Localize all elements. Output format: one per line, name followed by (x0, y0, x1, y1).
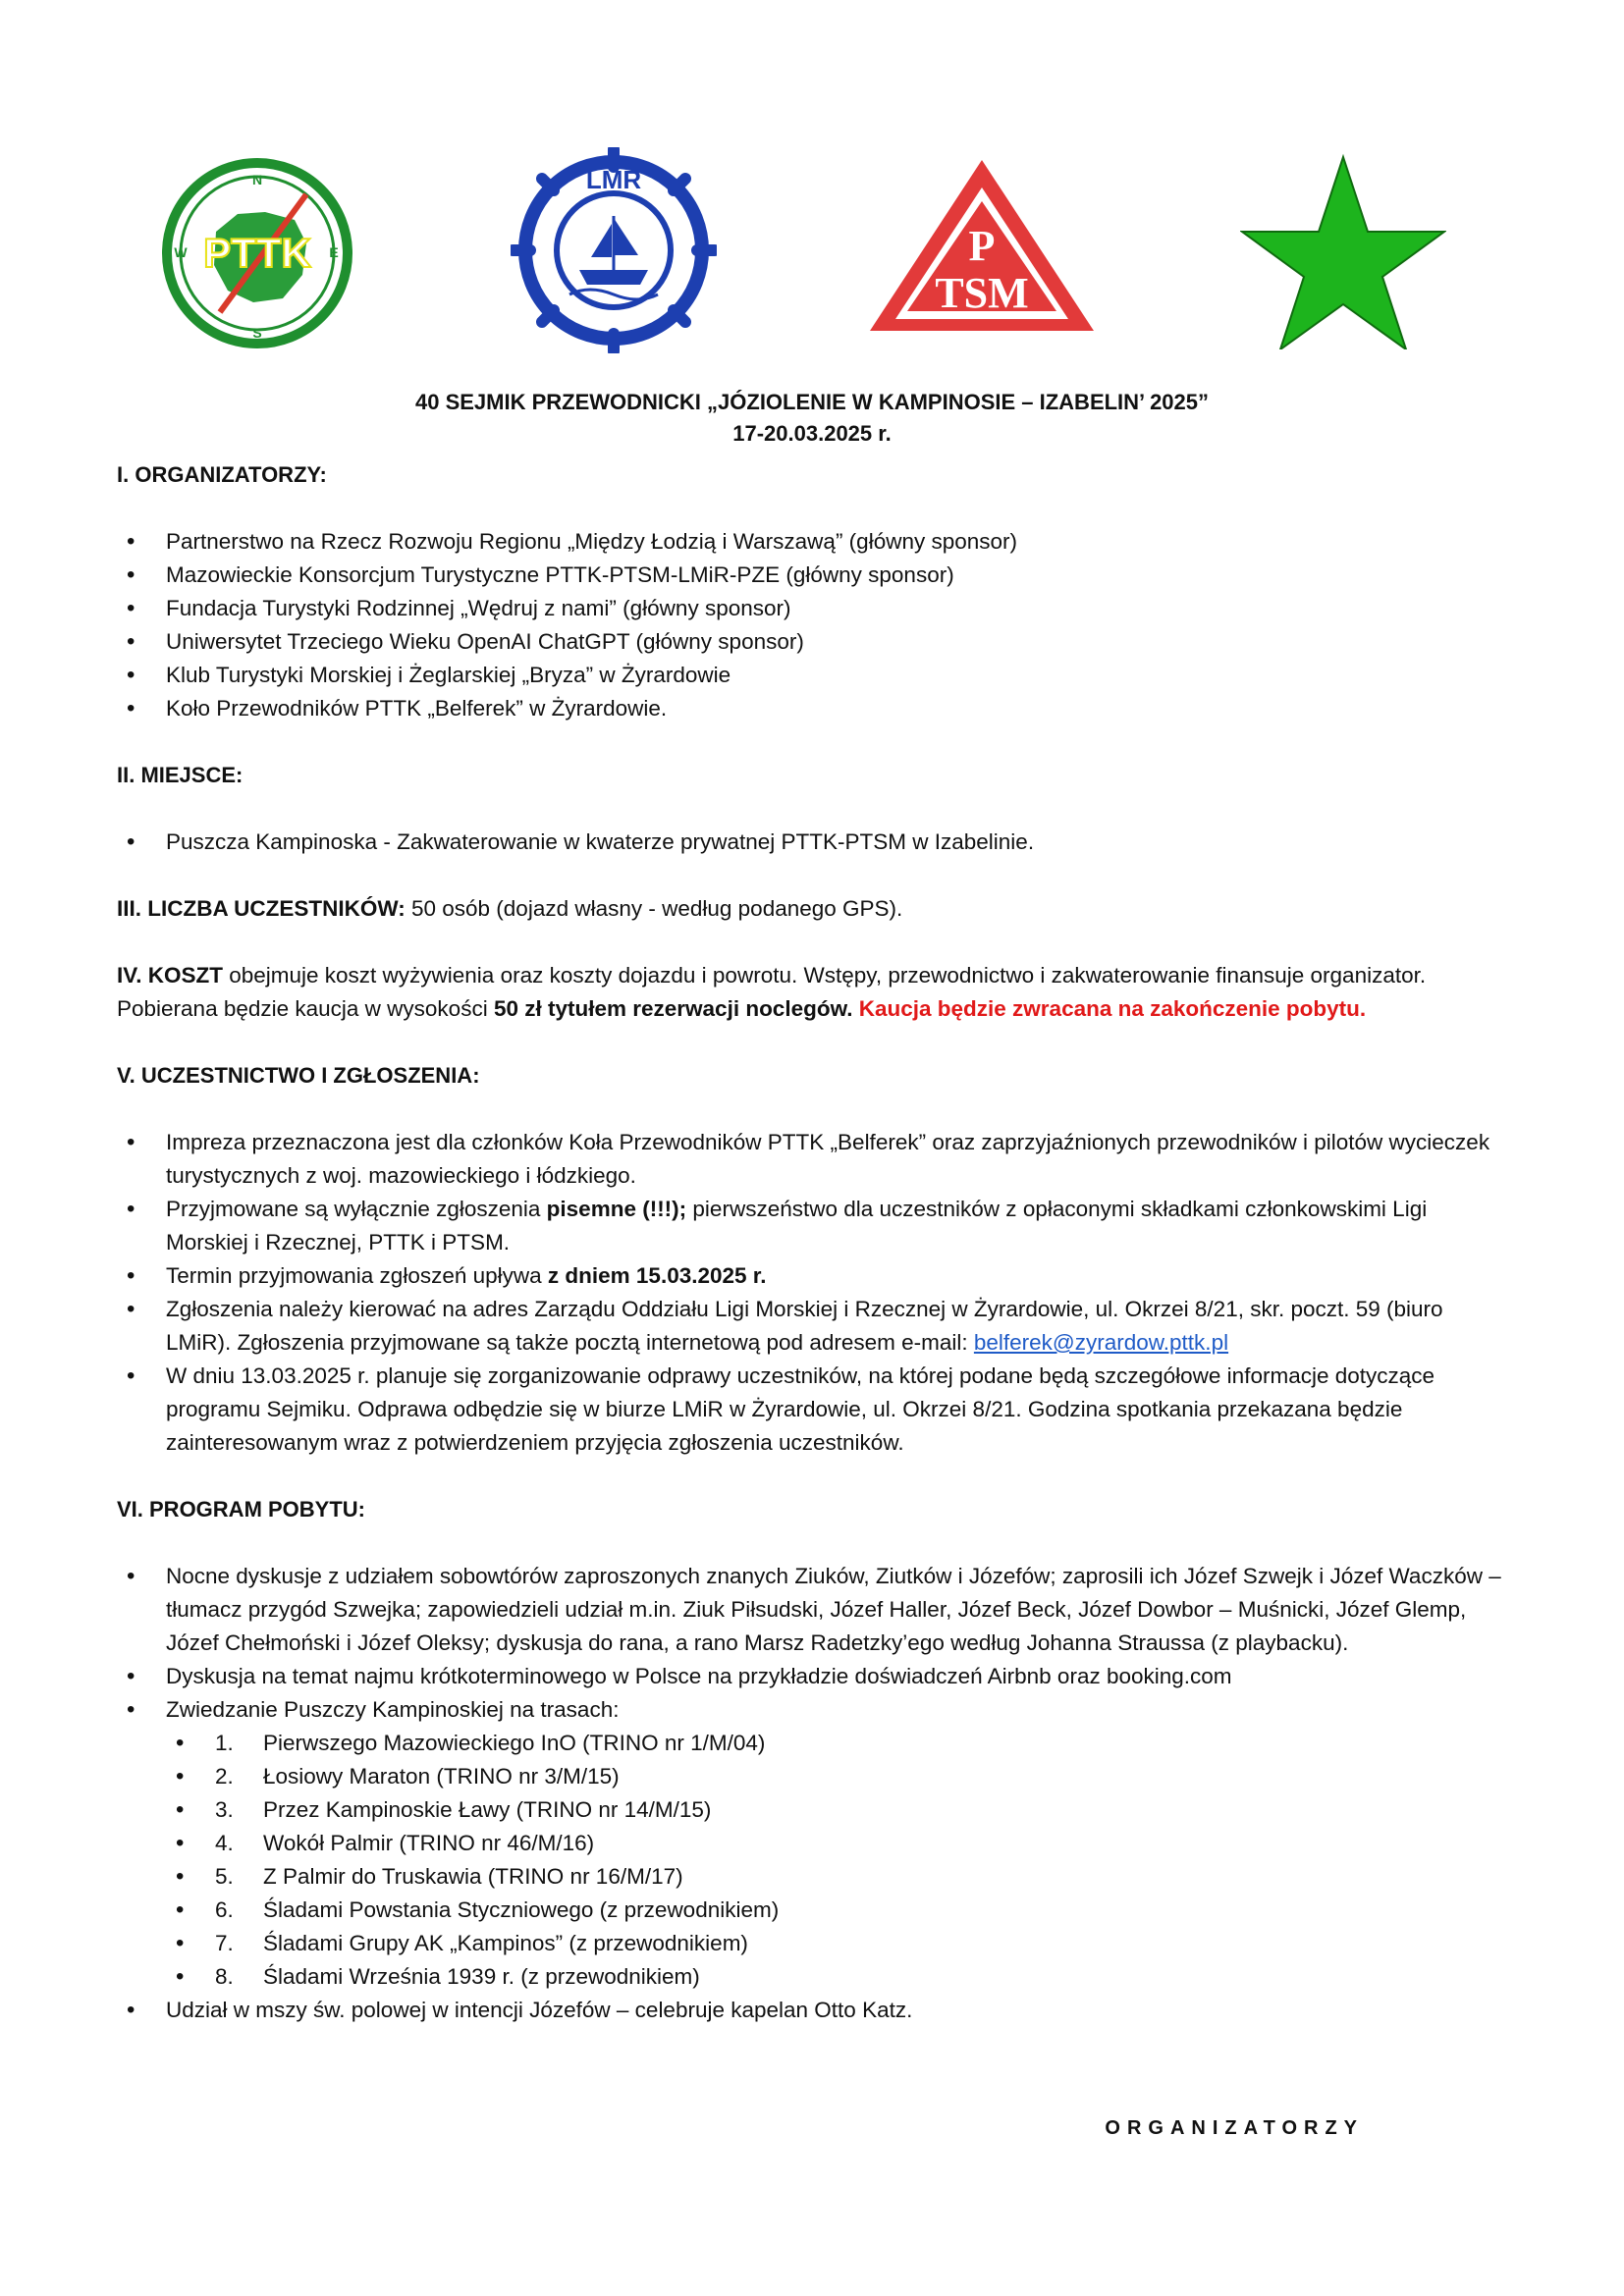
place-list (117, 826, 1511, 859)
compass-n: N (251, 172, 263, 187)
deadline-date: z dniem 15.03.2025 r. (547, 1263, 767, 1288)
route-number: • 2. (215, 1764, 234, 1789)
participation-list (117, 1126, 1511, 1460)
document-body (117, 458, 1511, 2027)
route-name: Z Palmir do Truskawia (TRINO nr 16/M/17) (263, 1864, 683, 1889)
route-name: Śladami Powstania Styczniowego (z przewodnikiem) (263, 1897, 780, 1922)
route-number: • 3. (215, 1797, 234, 1822)
signature: ORGANIZATORZY (1105, 2117, 1364, 2139)
route-item (166, 1760, 1511, 1793)
cost-deposit: 50 zł tytułem rezerwacji noclegów. (493, 996, 853, 1021)
route-name: Śladami Września 1939 r. (z przewodnikiem) (263, 1964, 700, 1989)
item-text: Przyjmowane są wyłącznie zgłoszenia (166, 1197, 547, 1221)
route-item (166, 1793, 1511, 1827)
list-item (117, 1693, 1511, 1994)
list-item: • Uniwersytet Trzeciego Wieku OpenAI ChatGPT (główny sponsor) (117, 625, 1511, 659)
route-name: Pierwszego Mazowieckiego InO (TRINO nr 1/M/04) (263, 1731, 766, 1755)
organizers-list (117, 525, 1511, 725)
list-item (117, 1293, 1511, 1360)
lmr-logo-text: LMR (585, 165, 642, 194)
lmr-logo (511, 147, 717, 353)
green-star-logo (1240, 153, 1446, 349)
item-text: Zwiedzanie Puszczy Kampinoskiej na trasach: (166, 1697, 620, 1722)
section-organizers-heading: I. ORGANIZATORZY: (117, 462, 327, 487)
list-item: • Partnerstwo na Rzecz Rozwoju Regionu „Między Łodzią i Warszawą” (główny sponsor) (117, 525, 1511, 559)
list-item (117, 1259, 1511, 1293)
section-participation-heading: V. UCZESTNICTWO I ZGŁOSZENIA: (117, 1063, 480, 1088)
list-item: • Klub Turystyki Morskiej i Żeglarskiej „Bryza” w Żyrardowie (117, 659, 1511, 692)
list-item: • Koło Przewodników PTTK „Belferek” w Żyrardowie. (117, 692, 1511, 725)
list-item: • Nocne dyskusje z udziałem sobowtórów zaproszonych znanych Ziuków, Ziutków i Józefów; zaprosili ich Józef Szwejk i Józef Waczków – tłumacz przygód Szwejka; zapowiedzieli udział m.in. Ziuk Piłsudski, Józef Haller, Józef Beck, Józef Dowbor – Muśnicki, Józef Glemp, Józef Chełmoński i Józef Oleksy; dyskusja do rana, a rano Marsz Radetzky’ego według Johanna Straussa (z playbacku). (117, 1560, 1511, 1660)
list-item: • W dniu 13.03.2025 r. planuje się zorganizowanie odprawy uczestników, na której podane będą szczegółowe informacje dotyczące programu Sejmiku. Odprawa odbędzie się w biurze LMiR w Żyrardowie, ul. Okrzei 8/21. Godzina spotkania przekazana będzie zainteresowanym wraz z potwierdzeniem przyjęcia zgłoszenia uczestników. (117, 1360, 1511, 1460)
participants-label: III. LICZBA UCZESTNIKÓW: (117, 896, 406, 921)
list-item: • Dyskusja na temat najmu krótkoterminowego w Polsce na przykładzie doświadczeń Airbnb oraz booking.com (117, 1660, 1511, 1693)
item-text: Zgłoszenia należy kierować na adres Zarządu Oddziału Ligi Morskiej i Rzecznej w Żyrardowie, ul. Okrzei 8/21, skr. poczt. 59 (biuro LMiR). Zgłoszenia przyjmowane są także pocztą internetową pod adresem e-mail: (166, 1297, 1443, 1355)
route-item (166, 1827, 1511, 1860)
participants-text: 50 osób (dojazd własny - według podanego GPS). (405, 896, 903, 921)
route-number: • 4. (215, 1831, 234, 1855)
section-program-heading: VI. PROGRAM POBYTU: (117, 1497, 366, 1522)
list-item: • Fundacja Turystyki Rodzinnej „Wędruj z nami” (główny sponsor) (117, 592, 1511, 625)
route-item (166, 1727, 1511, 1760)
route-item (166, 1960, 1511, 1994)
pttk-logo-text: PTTK (203, 230, 311, 276)
compass-e: E (329, 244, 339, 260)
program-list (117, 1560, 1511, 2027)
list-item: • Impreza przeznaczona jest dla członków Koła Przewodników PTTK „Belferek” oraz zaprzyjaźnionych przewodników i pilotów wycieczek turystycznych z woj. mazowieckiego i łódzkiego. (117, 1126, 1511, 1193)
cost-refund-note: Kaucja będzie zwracana na zakończenie pobytu. (852, 996, 1367, 1021)
document-title: 40 SEJMIK PRZEWODNICKI „JÓZIOLENIE W KAMPINOSIE – IZABELIN’ 2025” (414, 390, 1210, 414)
route-name: Przez Kampinoskie Ławy (TRINO nr 14/M/15) (263, 1797, 712, 1822)
route-item (166, 1927, 1511, 1960)
list-item (117, 1193, 1511, 1259)
route-name: Śladami Grupy AK „Kampinos” (z przewodnikiem) (263, 1931, 748, 1955)
routes-list (166, 1727, 1511, 1994)
route-number: • 7. (215, 1931, 234, 1955)
email-link[interactable]: belferek@zyrardow.pttk.pl (973, 1330, 1229, 1355)
ptsm-logo-tsm: TSM (935, 269, 1029, 317)
ptsm-logo (864, 154, 1100, 336)
section-place-heading: II. MIEJSCE: (117, 763, 244, 787)
pttk-logo (159, 155, 355, 351)
list-item: • Udział w mszy św. polowej w intencji Józefów – celebruje kapelan Otto Katz. (117, 1994, 1511, 2027)
route-item (166, 1894, 1511, 1927)
route-number: • 5. (215, 1864, 234, 1889)
route-name: Łosiowy Maraton (TRINO nr 3/M/15) (263, 1764, 620, 1789)
route-name: Wokół Palmir (TRINO nr 46/M/16) (263, 1831, 595, 1855)
compass-w: W (174, 244, 188, 260)
cost-paragraph (117, 959, 1511, 1026)
route-number: • 8. (215, 1964, 234, 1989)
cost-label: IV. KOSZT (117, 963, 223, 988)
route-item (166, 1860, 1511, 1894)
cost-text: obejmuje koszt wyżywienia oraz koszty dojazdu i powrotu. Wstępy, przewodnictwo i zakwaterowanie finansuje organizator. Pobierana będzie kaucja w wysokości (117, 963, 1427, 1021)
participants-paragraph (117, 892, 1511, 926)
document-dates: 17-20.03.2025 r. (732, 421, 892, 446)
list-item: • Mazowieckie Konsorcjum Turystyczne PTTK-PTSM-LMiR-PZE (główny sponsor) (117, 559, 1511, 592)
route-number: • 1. (215, 1731, 234, 1755)
list-item: • Puszcza Kampinoska - Zakwaterowanie w kwaterze prywatnej PTTK-PTSM w Izabelinie. (117, 826, 1511, 859)
item-text: pierwszeństwo dla uczestników z opłaconymi składkami członkowskimi Ligi Morskiej i Rzecznej, PTTK i PTSM. (166, 1197, 1428, 1255)
compass-s: S (252, 325, 262, 341)
item-bold: pisemne (!!!); (546, 1197, 687, 1221)
item-text: Termin przyjmowania zgłoszeń upływa (166, 1263, 548, 1288)
route-number: • 6. (215, 1897, 234, 1922)
ptsm-logo-p: P (968, 222, 996, 270)
